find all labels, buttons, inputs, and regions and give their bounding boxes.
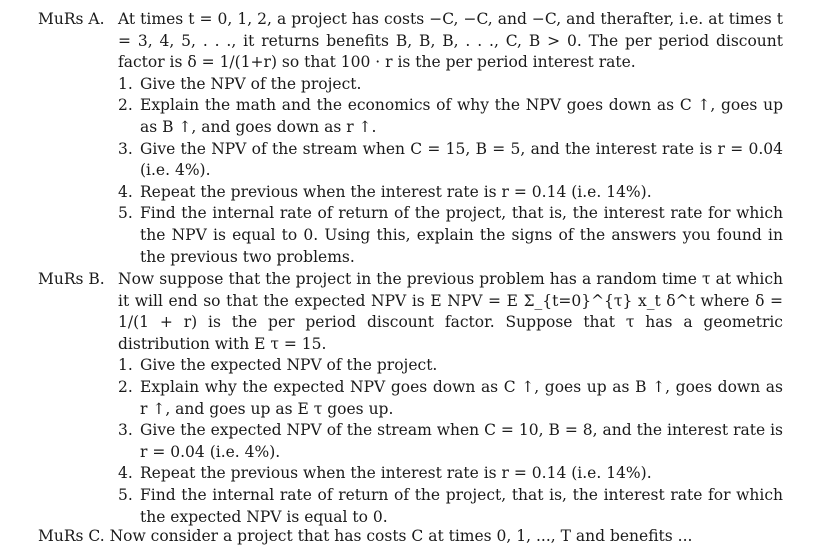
question-text: Give the NPV of the stream when C = 15, B = 5, and the interest rate is r = 0.04 (i.e. 4%).: [140, 139, 783, 180]
problem-statement: At times t = 0, 1, 2, a project has costs −C, −C, and −C, and therafter, i.e. at times t = 3, 4, 5, . . ., it returns benefits B, B, B, . . ., C, B > 0. The per period discount factor is δ = 1/(1+r) so that 100 · r is the per period interest rate.: [118, 10, 783, 72]
question-item: [118, 95, 783, 138]
question-item: [118, 355, 783, 377]
question-list: [118, 74, 783, 268]
question-number: 5.: [118, 204, 133, 223]
question-number: 3.: [118, 139, 133, 158]
problem-b: [38, 269, 783, 528]
question-number: 1.: [118, 74, 133, 93]
question-text: Repeat the previous when the interest rate is r = 0.14 (i.e. 14%).: [140, 182, 652, 201]
question-item: [118, 377, 783, 420]
question-list: [118, 355, 783, 528]
question-number: 3.: [118, 421, 133, 440]
question-text: Give the NPV of the project.: [140, 74, 362, 93]
question-item: [118, 463, 783, 485]
question-item: [118, 182, 783, 204]
question-number: 2.: [118, 96, 133, 115]
question-text: Find the internal rate of return of the project, that is, the interest rate for which the expected NPV is equal to 0.: [140, 485, 783, 526]
problem-label: MuRs B.: [38, 270, 105, 288]
question-text: Explain why the expected NPV goes down as C ↑, goes up as B ↑, goes down as r ↑, and goes up as E τ goes up.: [140, 377, 783, 418]
question-text: Explain the math and the economics of why the NPV goes down as C ↑, goes up as B ↑, and goes down as r ↑.: [140, 96, 783, 136]
problem-statement: Now suppose that the project in the previous problem has a random time τ at which it will end so that the expected NPV is E NPV = E Σ_{t=0}^{τ} x_t δ^t where δ = 1/(1 + r) is the per period discount factor. Suppose that τ has a geometric distribution with E τ = 15.: [118, 270, 783, 353]
question-number: 2.: [118, 377, 133, 396]
problem-label: MuRs A.: [38, 10, 105, 28]
question-text: Find the internal rate of return of the project, that is, the interest rate for which the NPV is equal to 0. Using this, explain the signs of the answers you found in the previous two problems.: [140, 204, 783, 266]
problem-a: [38, 9, 783, 268]
question-item: [118, 203, 783, 268]
question-text: Give the expected NPV of the stream when C = 10, B = 8, and the interest rate is r = 0.04 (i.e. 4%).: [140, 421, 783, 461]
question-text: Repeat the previous when the interest rate is r = 0.14 (i.e. 14%).: [140, 464, 652, 483]
question-item: [118, 74, 783, 96]
cutoff-text: MuRs C. Now consider a project that has costs C at times 0, 1, ..., T and benefits ...: [38, 527, 693, 545]
question-item: [118, 485, 783, 528]
question-item: [118, 139, 783, 182]
question-text: Give the expected NPV of the project.: [140, 356, 438, 375]
question-number: 5.: [118, 485, 133, 504]
question-number: 4.: [118, 464, 133, 483]
question-number: 1.: [118, 356, 133, 375]
question-number: 4.: [118, 182, 133, 201]
question-item: [118, 420, 783, 463]
